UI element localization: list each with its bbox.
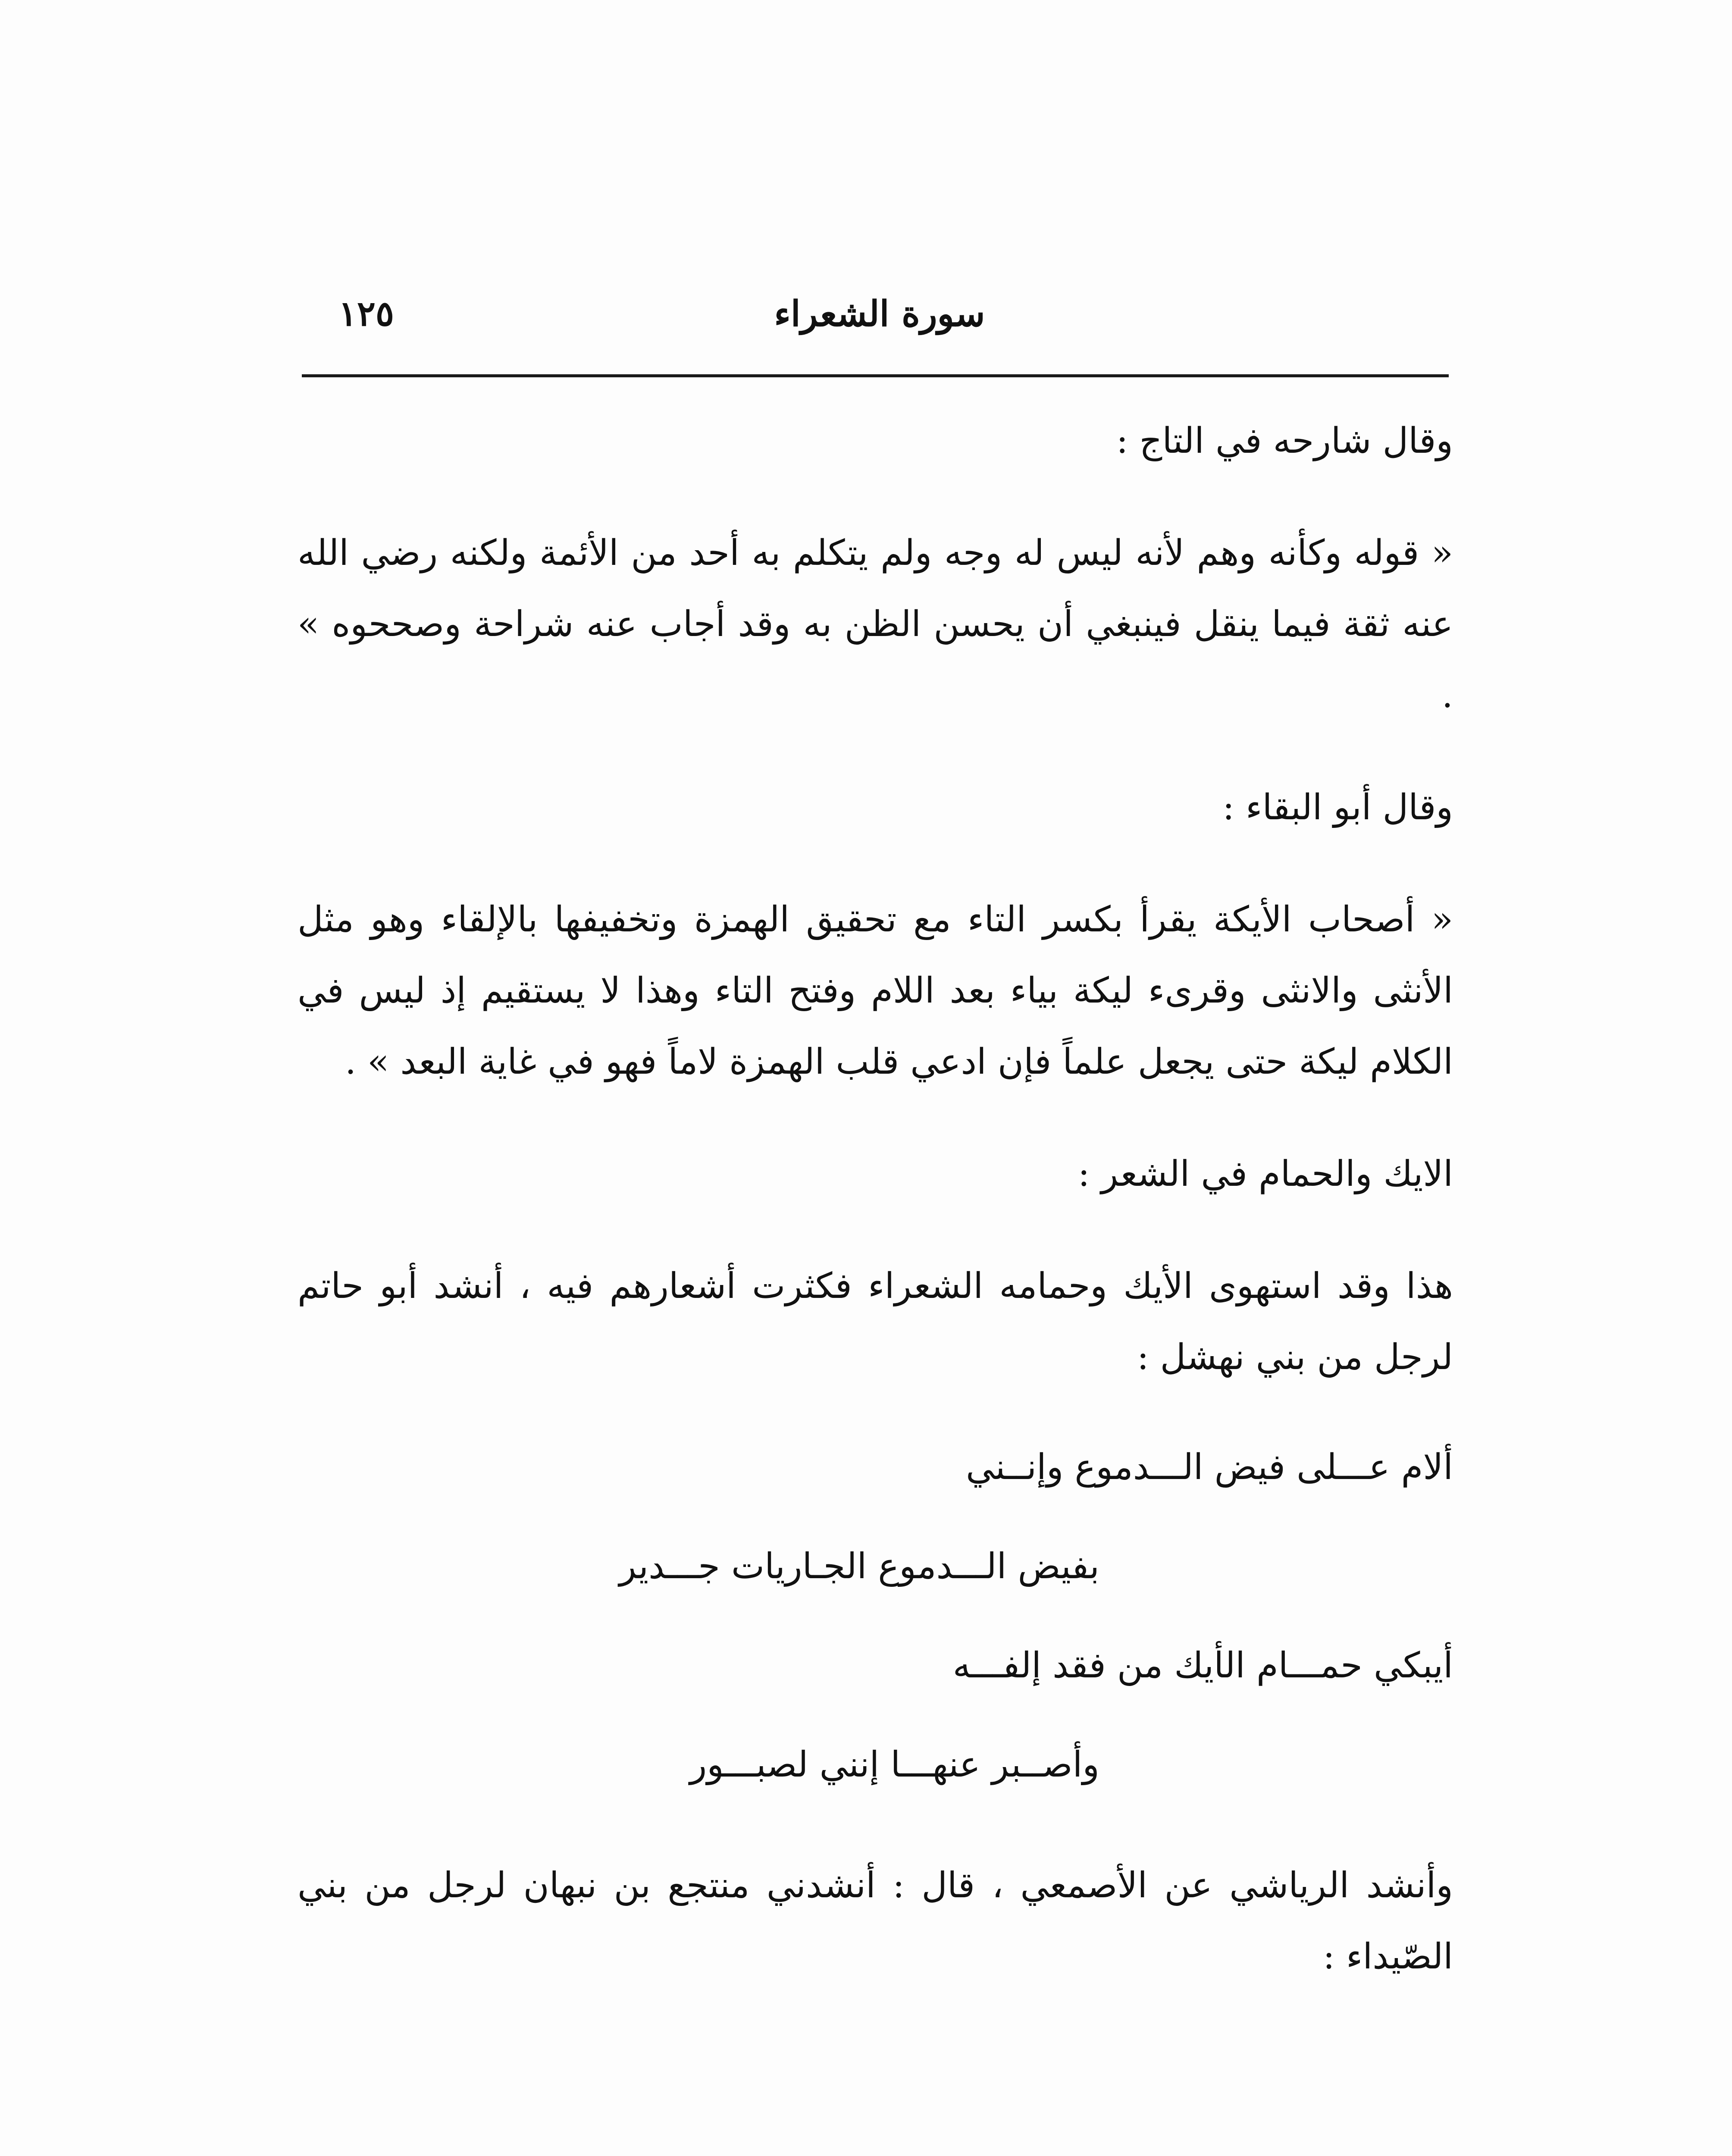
verse-hemistich-first: ألام عـــلى فيض الـــدموع وإنــني xyxy=(966,1447,1453,1488)
verse-hemistich-first: أيبكي حمـــام الأيك من فقد إلفـــه xyxy=(952,1645,1453,1686)
verse-hemistich-second: بفيض الـــدموع الجـاريات جـــدير xyxy=(619,1546,1099,1587)
section-heading: الايك والحمام في الشعر : xyxy=(1077,1153,1453,1194)
page-header xyxy=(298,276,1449,358)
page-body xyxy=(298,405,1453,1992)
paragraph-riyashi: وأنشد الرياشي عن الأصمعي ، قال : أنشدني منتجع بن نبهان لرجل من بني الصّيداء : xyxy=(298,1865,1453,1977)
verse-hemistich-second: وأصــبر عنهـــا إنني لصبـــور xyxy=(689,1744,1099,1785)
running-title: سورة الشعراء xyxy=(774,293,985,335)
paragraph-quote-abu-albaqa: « أصحاب الأيكة يقرأ بكسر التاء مع تحقيق الهمزة وتخفيفها بالإلقاء وهو مثل الأنثى والانثى وقرىء ليكة بياء بعد اللام وفتح التاء وهذا لا يستقيم إذ ليس في الكلام ليكة حتى يجعل علماً فإن ادعي قلب الهمزة لاماً فهو في غاية البعد » . xyxy=(298,899,1453,1082)
paragraph-intro-poetry: هذا وقد استهوى الأيك وحمامه الشعراء فكثرت أشعارهم فيه ، أنشد أبو حاتم لرجل من بني نهشل : xyxy=(298,1266,1453,1378)
verse-line xyxy=(298,1522,1453,1621)
header-rule xyxy=(302,374,1449,377)
verse-line xyxy=(298,1720,1453,1820)
verse-line xyxy=(298,1423,1453,1522)
page-number: ١٢٥ xyxy=(338,293,394,334)
paragraph-quote-taj: « قوله وكأنه وهم لأنه ليس له وجه ولم يتكلم به أحد من الأئمة ولكنه رضي الله عنه ثقة فيما ينقل فينبغي أن يحسن الظن به وقد أجاب عنه شراحة وصححوه » . xyxy=(298,533,1453,716)
paragraph-lead-abu-albaqa: وقال أبو البقاء : xyxy=(1222,787,1453,828)
verse-line xyxy=(298,1621,1453,1720)
paragraph-lead-taj: وقال شارحه في التاج : xyxy=(1116,420,1453,461)
